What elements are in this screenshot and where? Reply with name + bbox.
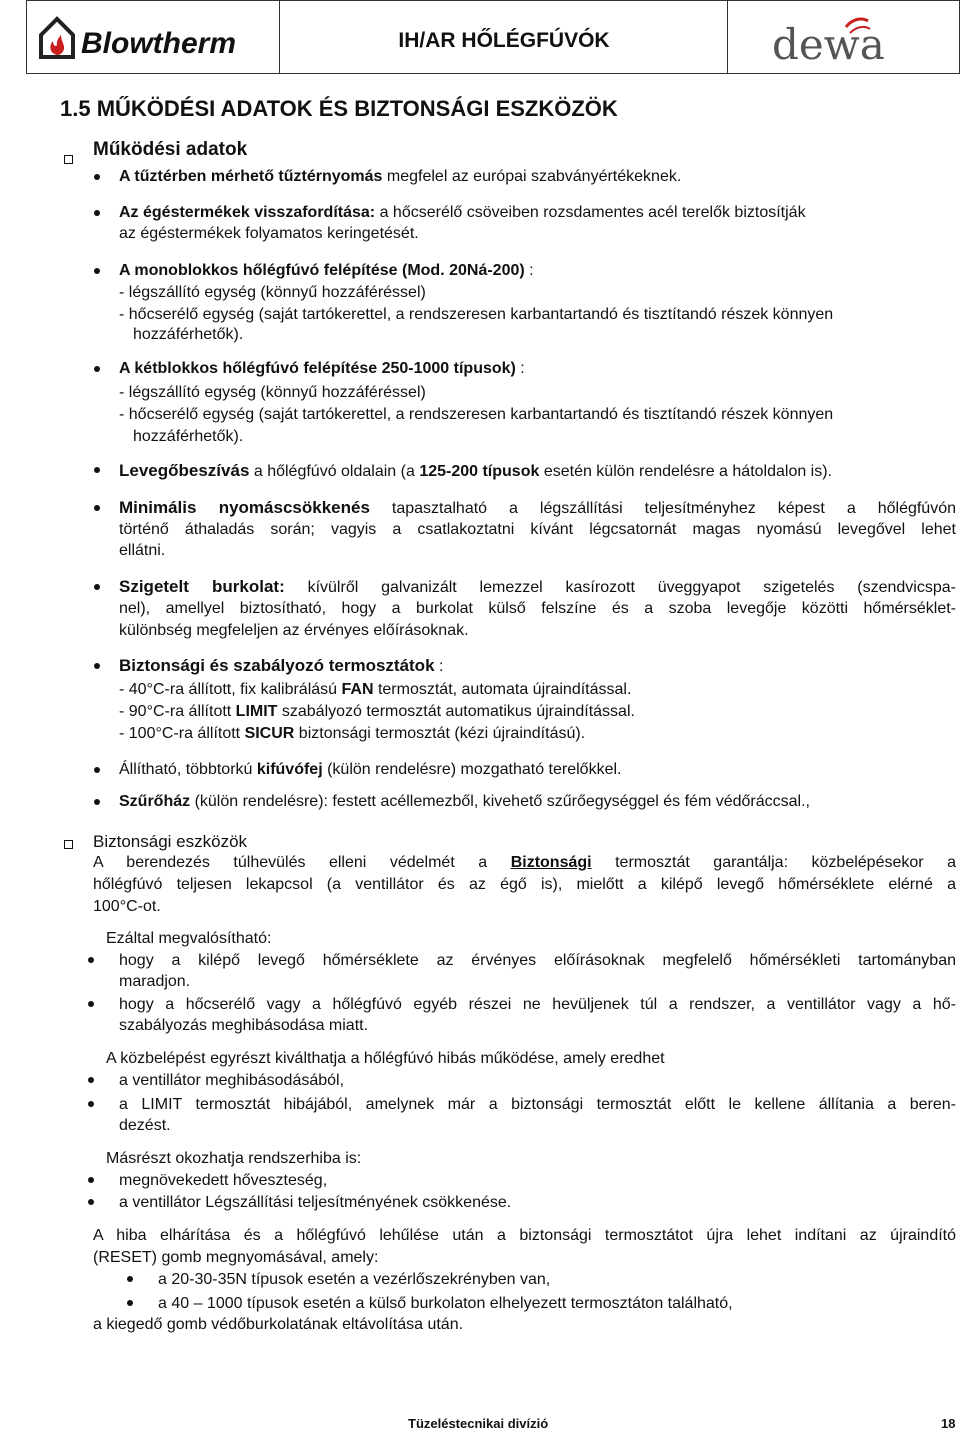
list-item: megnövekedett hőveszteség, bbox=[119, 1172, 328, 1189]
list-item-continuation: történő áthaladás során; vagyis a csatlakoztatni kívánt légcsatornát magas nyomású levegővel lehet bbox=[119, 521, 956, 538]
bullet-icon bbox=[94, 505, 100, 511]
list-item: Biztonsági és szabályozó termosztátok : bbox=[119, 656, 444, 675]
list-item-continuation: hozzáférhetők). bbox=[133, 428, 244, 445]
bullet-icon bbox=[127, 1300, 133, 1306]
page-header bbox=[0, 0, 960, 76]
paragraph-line: hőlégfúvó teljesen lekapcsol (a ventillátor és az égő is), mielőtt a kilépő levegő hőmérséklete elérné a bbox=[93, 876, 956, 893]
list-item: A kétblokkos hőlégfúvó felépítése 250-1000 típusok) : bbox=[119, 360, 525, 377]
header-right-cell bbox=[727, 0, 960, 74]
list-item-continuation: - légszállító egység (könnyű hozzáféréssel) bbox=[119, 384, 426, 401]
bullet-icon bbox=[94, 767, 100, 773]
list-item: Szűrőház (külön rendelésre): festett acéllemezből, kivehető szűrőegységgel és fém védőráccsal., bbox=[119, 793, 810, 810]
bullet-icon bbox=[88, 1001, 94, 1007]
bullet-icon bbox=[94, 584, 100, 590]
blowtherm-logo bbox=[27, 1, 279, 73]
paragraph: A berendezés túlhevülés elleni védelmét a Biztonsági termosztát garantálja: közbelépésekor a bbox=[93, 854, 957, 871]
list-item-continuation: - hőcserélő egység (saját tartókerettel, a rendszeresen karbantartandó és tisztítandó részek könnyen bbox=[119, 306, 834, 323]
paragraph-line: (RESET) gomb megnyomásával, amely: bbox=[93, 1249, 379, 1266]
list-item: hogy a hőcserélő vagy a hőlégfúvó egyéb részei ne hevüljenek túl a rendszer, a ventillátor vagy a hő- bbox=[119, 996, 956, 1013]
bullet-icon bbox=[88, 1077, 94, 1083]
bullet-icon bbox=[94, 210, 100, 216]
bullet-icon bbox=[94, 268, 100, 274]
header-left-cell bbox=[26, 0, 280, 74]
list-item: a ventillátor meghibásodásából, bbox=[119, 1072, 345, 1089]
paragraph-line: 100°C-ot. bbox=[93, 898, 161, 915]
list-item-continuation: ellátni. bbox=[119, 542, 166, 559]
list-item: Az égéstermékek visszafordítása: a hőcserélő csöveiben rozsdamentes acél terelők biztosítják bbox=[119, 204, 806, 221]
bullet-icon bbox=[94, 467, 100, 473]
list-item-continuation: különbség megfeleljen az érvényes előírásoknak. bbox=[119, 622, 469, 639]
degree-symbol-icon: ° bbox=[146, 681, 153, 698]
checkbox-bullet-icon bbox=[64, 840, 73, 849]
paragraph: Ezáltal megvalósítható: bbox=[106, 930, 272, 947]
degree-symbol-icon: ° bbox=[146, 703, 153, 720]
subsection-title-operation: Működési adatok bbox=[93, 139, 248, 160]
bullet-icon bbox=[88, 1101, 94, 1107]
list-item: a 40 – 1000 típusok esetén a külső burkolaton elhelyezett termosztáton található, bbox=[158, 1295, 733, 1312]
list-item: Minimális nyomáscsökkenés tapasztalható a légszállítási teljesítményhez képest a hőlégfúvón bbox=[119, 498, 957, 517]
list-item-continuation: szabályozás meghibásodása miatt. bbox=[119, 1017, 369, 1034]
section-title: 1.5 MŰKÖDÉSI ADATOK ÉS BIZTONSÁGI ESZKÖZÖK bbox=[60, 96, 618, 121]
list-item: Állítható, többtorkú kifúvófej (külön rendelésre) mozgatható terelőkkel. bbox=[119, 761, 622, 778]
document-title: IH/AR HŐLÉGFÚVÓK bbox=[398, 29, 610, 52]
list-item: a ventillátor Légszállítási teljesítményének csökkenése. bbox=[119, 1194, 512, 1211]
bullet-icon bbox=[88, 957, 94, 963]
list-item-continuation: dezést. bbox=[119, 1117, 171, 1134]
brand-wordmark: Blowtherm bbox=[81, 27, 237, 60]
bullet-icon bbox=[127, 1276, 133, 1282]
list-item-continuation: maradjon. bbox=[119, 973, 191, 990]
bullet-icon bbox=[94, 366, 100, 372]
list-item: Szigetelt burkolat: kívülről galvanizált lemezzel kasírozott üveggyapot szigetelés (szendvicspa- bbox=[119, 577, 956, 596]
list-item: a LIMIT termosztát hibájából, amelynek már a biztonsági termosztát előtt le kellene állítania a beren- bbox=[119, 1096, 956, 1113]
bullet-icon bbox=[88, 1177, 94, 1183]
dewa-wordmark: dewa bbox=[772, 20, 885, 69]
header-title-cell bbox=[279, 0, 728, 74]
paragraph: A közbelépést egyrészt kiválthatja a hőlégfúvó hibás működése, amely eredhet bbox=[106, 1050, 665, 1067]
bullet-icon bbox=[88, 1199, 94, 1205]
list-item-continuation: az égéstermékek folyamatos keringetését. bbox=[119, 225, 419, 242]
list-item-continuation: nel), amellyel biztosítható, hogy a burkolat külső felszíne és a szoba levegője közötti hőmérséklet- bbox=[119, 600, 956, 617]
bullet-icon bbox=[94, 799, 100, 805]
paragraph: A hiba elhárítása és a hőlégfúvó lehűlése után a biztonsági termosztátot újra lehet indítani az újraindító bbox=[93, 1227, 956, 1244]
thermostat-limit-line: - 90°C-ra állított LIMIT szabályozó termosztát automatikus újraindítással. bbox=[119, 703, 635, 720]
footer-division: Tüzeléstecnikai divízió bbox=[408, 1416, 549, 1431]
bullet-icon bbox=[94, 174, 100, 180]
page-number: 18 bbox=[941, 1416, 956, 1431]
degree-symbol-icon: ° bbox=[155, 725, 162, 742]
list-item-continuation: - hőcserélő egység (saját tartókerettel, a rendszeresen karbantartandó és tisztítandó részek könnyen bbox=[119, 406, 834, 423]
dewa-logo bbox=[728, 1, 959, 73]
list-item: A tűztérben mérhető tűztérnyomás megfelel az európai szabványértékeknek. bbox=[119, 168, 682, 185]
list-item: Levegőbeszívás a hőlégfúvó oldalain (a 125-200 típusok esetén külön rendelésre a hátoldalon is). bbox=[119, 461, 833, 480]
paragraph-line: a kiegedő gomb védőburkolatának eltávolítása után. bbox=[93, 1316, 464, 1333]
thermostat-fan-line: - 40°C-ra állított, fix kalibrálású FAN termosztát, automata újraindítással. bbox=[119, 681, 632, 698]
checkbox-bullet-icon bbox=[64, 155, 73, 164]
list-item: hogy a kilépő levegő hőmérséklete az érvényes előírásoknak megfelelő hőmérsékleti tartományban bbox=[119, 952, 956, 969]
paragraph: Másrészt okozhatja rendszerhiba is: bbox=[106, 1150, 362, 1167]
list-item: a 20-30-35N típusok esetén a vezérlőszekrényben van, bbox=[158, 1271, 551, 1288]
bullet-icon bbox=[94, 663, 100, 669]
list-item-continuation: - légszállító egység (könnyű hozzáféréssel) bbox=[119, 284, 426, 301]
list-item-continuation: hozzáférhetők). bbox=[133, 326, 244, 343]
flame-house-icon bbox=[41, 19, 73, 57]
thermostat-sicur-line: - 100°C-ra állított SICUR biztonsági termosztát (kézi újraindítású). bbox=[119, 725, 586, 742]
list-item: A monoblokkos hőlégfúvó felépítése (Mod. 20Ná-200) : bbox=[119, 262, 534, 279]
subsection-title-safety: Biztonsági eszközök bbox=[93, 832, 248, 851]
